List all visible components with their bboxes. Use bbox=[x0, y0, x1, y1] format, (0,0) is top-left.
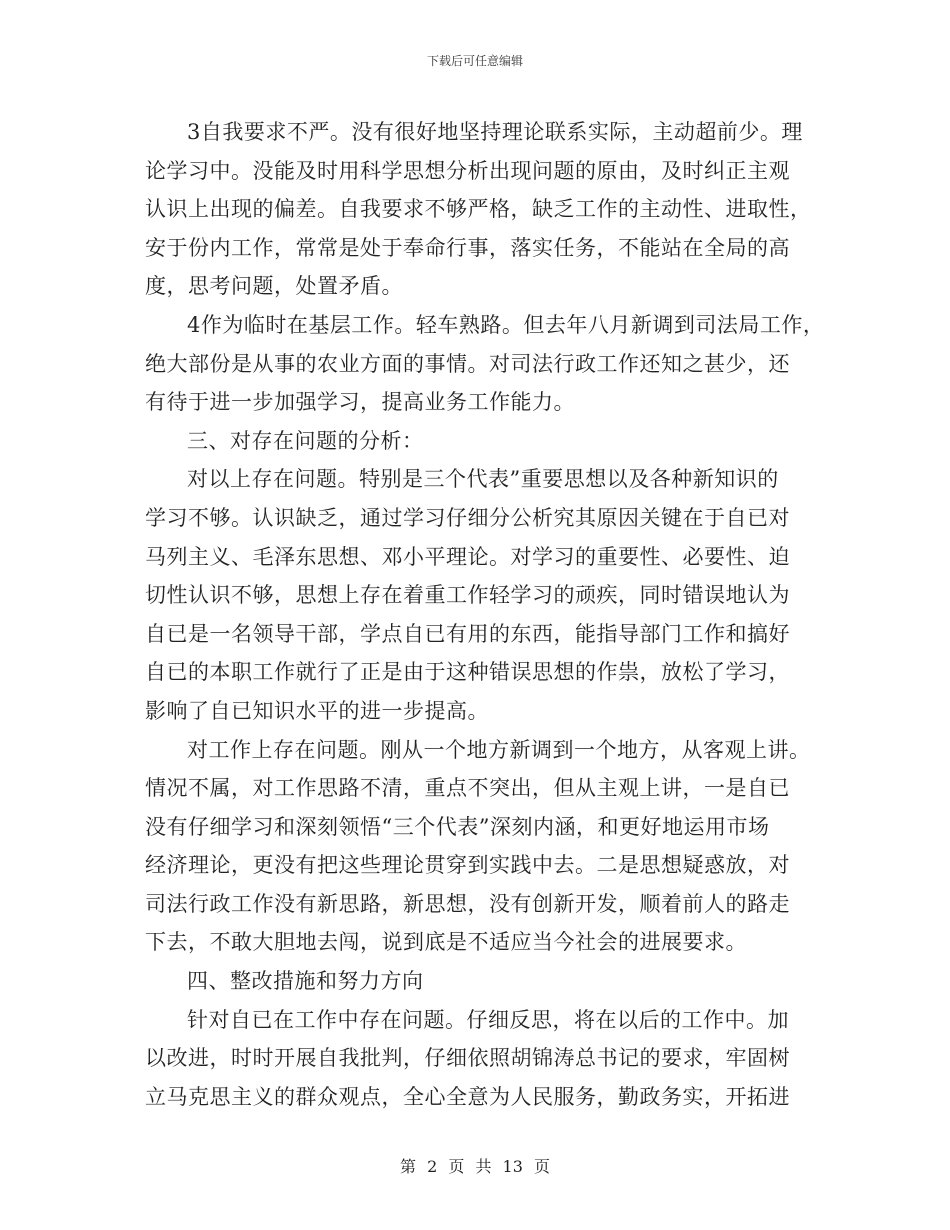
text-line: 安于份内工作，常常是处于奉命行事，落实任务，不能站在全局的高 bbox=[145, 235, 790, 260]
document-body bbox=[145, 113, 825, 1116]
text-line: 以改进，时时开展自我批判，仔细依照胡锦涛总书记的要求，牢固树 bbox=[145, 1046, 790, 1071]
section-heading: 四、整改措施和努力方向 bbox=[187, 969, 424, 994]
text-line: 情况不属，对工作思路不清，重点不突出，但从主观上讲，一是自已 bbox=[145, 776, 790, 801]
text-line: 针对自已在工作中存在问题。仔细反思，将在以后的工作中。加 bbox=[187, 1007, 789, 1032]
text-line: 对以上存在问题。特别是三个代表”重要思想以及各种新知识的 bbox=[187, 467, 779, 492]
text-line: 对工作上存在问题。刚从一个地方新调到一个地方，从客观上讲。 bbox=[187, 737, 811, 762]
text-line: 切性认识不够，思想上存在着重工作轻学习的顽疾，同时错误地认为 bbox=[145, 583, 790, 608]
page-header: 下载后可任意编辑 bbox=[426, 54, 523, 68]
text-line: 3自我要求不严。没有很好地坚持理论联系实际，主动超前少。理 bbox=[187, 120, 803, 144]
text-line: 自已的本职工作就行了正是由于这种错误思想的作祟，放松了学习， bbox=[145, 660, 790, 685]
text-line: 立马克思主义的群众观点，全心全意为人民服务，勤政务实，开拓进 bbox=[145, 1084, 790, 1109]
text-line: 认识上出现的偏差。自我要求不够严格，缺乏工作的主动性、进取性， bbox=[145, 197, 812, 222]
text-line: 下去，不敢大胆地去闯，说到底是不适应当今社会的进展要求。 bbox=[145, 930, 747, 955]
page-number-footer: 第 2 页 共 13 页 bbox=[400, 1157, 550, 1176]
text-line: 影响了自已知识水平的进一步提高。 bbox=[145, 698, 489, 723]
text-line: 司法行政工作没有新思路，新思想，没有创新开发，顺着前人的路走 bbox=[145, 891, 790, 916]
text-line: 没有仔细学习和深刻领悟“三个代表”深刻内涵，和更好地运用市场 bbox=[145, 814, 770, 839]
text-line: 自已是一名领导干部，学点自已有用的东西，能指导部门工作和搞好 bbox=[145, 621, 790, 646]
text-line: 经济理论，更没有把这些理论贯穿到实践中去。二是思想疑惑放，对 bbox=[145, 853, 790, 878]
text-line: 4作为临时在基层工作。轻车熟路。但去年八月新调到司法局工作， bbox=[187, 312, 825, 337]
text-line: 论学习中。没能及时用科学思想分析出现问题的原由，及时纠正主观 bbox=[145, 158, 790, 183]
section-heading: 三、对存在问题的分析： bbox=[187, 428, 424, 453]
text-line: 马列主义、毛泽东思想、邓小平理论。对学习的重要性、必要性、迫 bbox=[145, 544, 790, 569]
text-line: 绝大部份是从事的农业方面的事情。对司法行政工作还知之甚少，还 bbox=[145, 351, 790, 376]
text-line: 有待于进一步加强学习，提高业务工作能力。 bbox=[145, 390, 575, 415]
text-line: 度，思考问题，处置矛盾。 bbox=[145, 274, 403, 299]
text-line: 学习不够。认识缺乏，通过学习仔细分公析究其原因关键在于自已对 bbox=[145, 505, 790, 530]
